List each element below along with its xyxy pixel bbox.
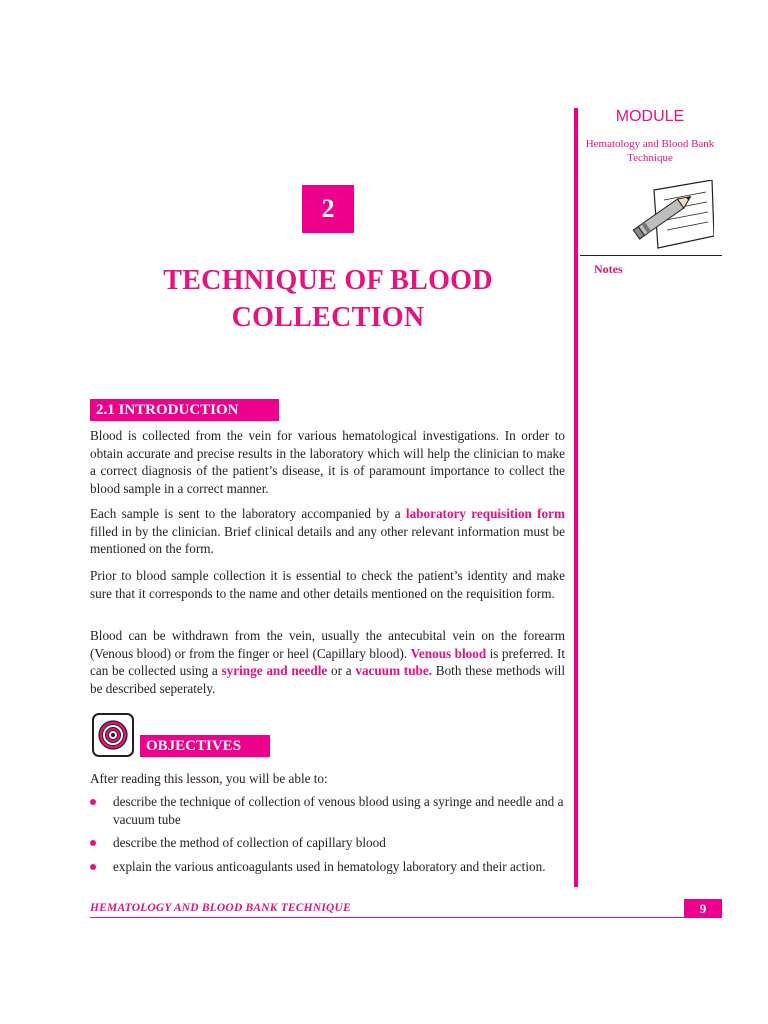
section-heading-introduction: 2.1 INTRODUCTION xyxy=(90,399,279,421)
list-item xyxy=(90,793,565,828)
paragraph-objectives-intro: After reading this lesson, you will be able to: xyxy=(90,771,328,786)
footer-divider xyxy=(90,917,722,918)
text-run: is preferred. It can be collected using a xyxy=(90,645,565,678)
text-run: or a xyxy=(327,663,356,678)
page-number: 9 xyxy=(684,899,722,918)
highlight-term: Venous blood xyxy=(410,645,487,661)
paragraph-intro: Blood is collected from the vein for various hematological investigations. In order to obtain accurate and precise results in the laboratory which will help the clinician to make a correct diagnosis of the patient’s disease, it is of paramount importance to collect the blood sample in a correct manner. xyxy=(90,428,565,496)
list-item-text: describe the technique of collection of venous blood using a syringe and needle and a vacuum tube xyxy=(113,794,564,827)
paragraph-identity: Prior to blood sample collection it is essential to check the patient’s identity and make sure that it corresponds to the name and other details mentioned on the requisition form. xyxy=(90,568,565,601)
paragraph-requisition xyxy=(90,505,565,558)
highlight-term: syringe and needle xyxy=(221,663,328,678)
footer-title: HEMATOLOGY AND BLOOD BANK TECHNIQUE xyxy=(90,902,351,914)
paragraph-withdrawal xyxy=(90,627,565,697)
list-item-text: describe the method of collection of capillary blood xyxy=(113,835,386,850)
chapter-number: 2 xyxy=(302,185,354,233)
bullet-icon xyxy=(90,799,96,805)
bullet-icon xyxy=(90,840,96,846)
margin-divider xyxy=(574,108,578,887)
notes-pencil-icon xyxy=(628,180,714,257)
text-run: Both these methods will be described seperately. xyxy=(90,663,565,696)
bullet-icon xyxy=(90,864,96,870)
text-run: Each sample is sent to the laboratory accompanied by a xyxy=(90,506,406,521)
list-item xyxy=(90,834,565,852)
objectives-list xyxy=(90,793,565,881)
target-icon xyxy=(92,713,134,757)
text-run: filled in by the clinician. Brief clinical details and any other relevant information must be mentioned on the form. xyxy=(90,523,565,556)
text-run: Blood can be withdrawn from the vein, usually the antecubital vein on the forearm (Venous blood) or from the finger or heel (Capillary blood). xyxy=(90,628,565,661)
list-item-text: explain the various anticoagulants used in hematology laboratory and their action. xyxy=(113,858,546,874)
notes-label: Notes xyxy=(594,262,623,276)
notes-divider xyxy=(580,255,722,256)
module-subtitle: Hematology and Blood Bank Technique xyxy=(585,138,715,164)
section-heading-objectives: OBJECTIVES xyxy=(140,735,270,757)
list-item xyxy=(90,858,565,876)
highlight-term: vacuum tube. xyxy=(355,663,433,678)
module-label: MODULE xyxy=(615,108,685,125)
chapter-title xyxy=(90,262,566,336)
highlight-term: laboratory requisition form xyxy=(405,506,565,521)
chapter-title-text: TECHNIQUE OF BLOOD COLLECTION xyxy=(163,265,493,333)
